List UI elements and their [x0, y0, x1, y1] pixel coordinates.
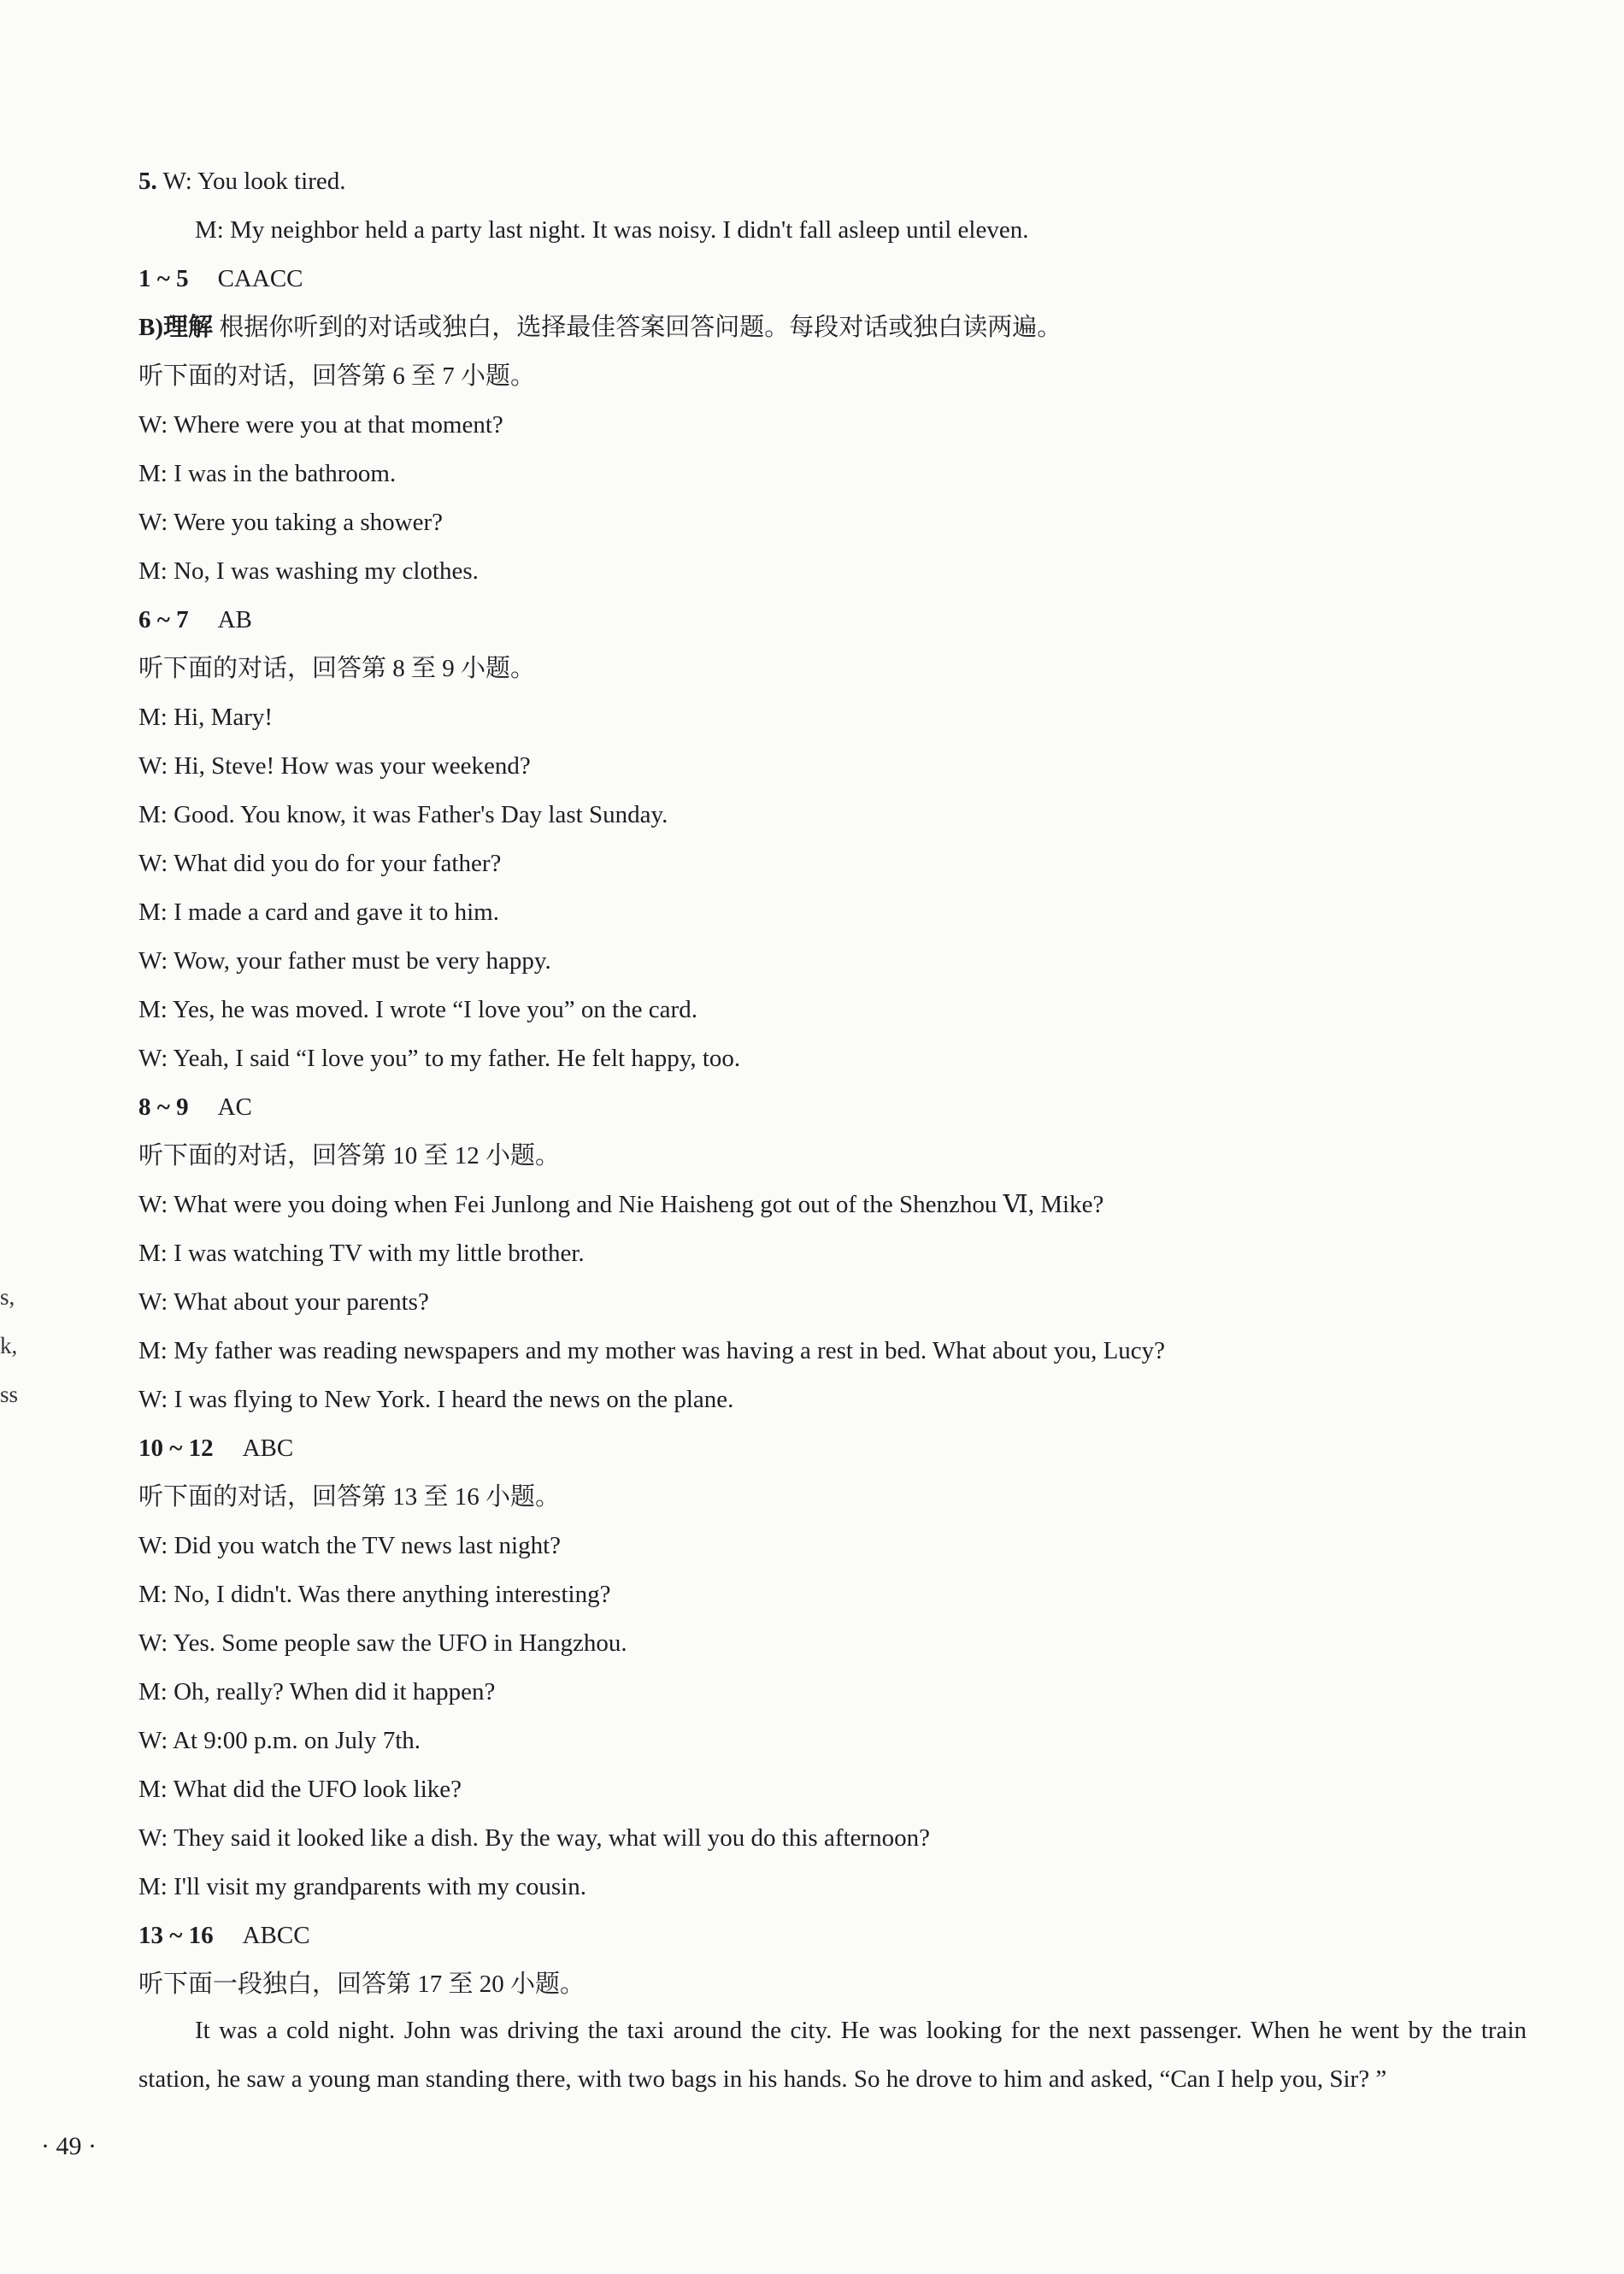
text-line: M: My neighbor held a party last night. It was noisy. I didn't fall asleep until eleven. — [195, 216, 1029, 244]
margin-fragment: ss — [0, 1381, 19, 1407]
text-line: M: My father was reading newspapers and my mother was having a rest in bed. What about you, Lucy? — [138, 1337, 1166, 1364]
text-line: 听下面的对话，回答第 6 至 7 小题。 — [138, 362, 536, 390]
answer-letters: ABC — [242, 1435, 294, 1462]
answer-key — [138, 1918, 310, 1953]
text-line: M: Oh, really? When did it happen? — [138, 1678, 496, 1706]
monologue-paragraph — [138, 2006, 1527, 2104]
answer-letters: CAACC — [217, 265, 303, 292]
text-line: 5. W: You look tired. — [138, 168, 346, 195]
answer-range: 6 ~ 7 — [138, 606, 189, 633]
page-number: · 49 · — [41, 2132, 97, 2160]
text-line: 听下面的对话，回答第 8 至 9 小题。 — [138, 655, 536, 682]
answer-key — [138, 603, 252, 637]
text-line: W: I was flying to New York. I heard the news on the plane. — [138, 1386, 734, 1413]
text-line: W: What were you doing when Fei Junlong and Nie Haisheng got out of the Shenzhou Ⅵ, Mike? — [138, 1191, 1104, 1218]
answer-key — [138, 262, 303, 296]
text-line: M: I was watching TV with my little brother. — [138, 1240, 585, 1267]
text-line: W: Did you watch the TV news last night? — [138, 1532, 561, 1559]
margin-fragment: k, — [0, 1333, 18, 1358]
text-line: M: No, I was washing my clothes. — [138, 557, 479, 585]
text-line: W: Yes. Some people saw the UFO in Hangzhou. — [138, 1629, 627, 1657]
text-line: W: What did you do for your father? — [138, 850, 502, 877]
text-line: W: At 9:00 p.m. on July 7th. — [138, 1727, 421, 1754]
text-line: W: Where were you at that moment? — [138, 411, 503, 439]
text-line: M: Yes, he was moved. I wrote “I love you” on the card. — [138, 996, 697, 1023]
text-line: M: What did the UFO look like? — [138, 1776, 462, 1803]
answer-range: 13 ~ 16 — [138, 1922, 214, 1949]
answer-letters: AC — [217, 1093, 252, 1121]
text-line: W: Hi, Steve! How was your weekend? — [138, 752, 531, 780]
text-line: M: No, I didn't. Was there anything interesting? — [138, 1581, 611, 1608]
answer-key — [138, 1431, 293, 1465]
text-line: W: They said it looked like a dish. By the way, what will you do this afternoon? — [138, 1824, 930, 1852]
text-line: 听下面的对话，回答第 13 至 16 小题。 — [138, 1483, 561, 1511]
answer-letters: AB — [217, 606, 252, 633]
text-line: M: I made a card and gave it to him. — [138, 898, 499, 926]
answer-letters: ABCC — [242, 1922, 310, 1949]
text-line: 听下面的对话，回答第 10 至 12 小题。 — [138, 1142, 561, 1169]
text-line: B)理解 根据你听到的对话或独白，选择最佳答案回答问题。每段对话或独白读两遍。 — [138, 314, 1062, 341]
monologue-text: It was a cold night. John was driving the taxi around the city. He was looking for the next passenger. When he went by the train station, he saw a young man standing there, with two bags in his hands. So he drove to him and asked, “Can I help you, Sir? ” — [138, 2017, 1527, 2093]
text-line: W: Wow, your father must be very happy. — [138, 947, 551, 975]
text-line: W: Yeah, I said “I love you” to my father. He felt happy, too. — [138, 1045, 741, 1072]
text-line: M: Hi, Mary! — [138, 704, 274, 731]
text-line: M: I was in the bathroom. — [138, 460, 397, 487]
margin-fragment: s, — [0, 1284, 15, 1310]
answer-key — [138, 1090, 252, 1124]
answer-range: 10 ~ 12 — [138, 1435, 214, 1462]
text-line: W: Were you taking a shower? — [138, 509, 444, 536]
text-line: M: I'll visit my grandparents with my cousin. — [138, 1873, 586, 1900]
answer-range: 8 ~ 9 — [138, 1093, 189, 1121]
answer-range: 1 ~ 5 — [138, 265, 189, 292]
text-line: W: What about your parents? — [138, 1288, 429, 1316]
text-line: M: Good. You know, it was Father's Day last Sunday. — [138, 801, 668, 828]
text-line: 听下面一段独白，回答第 17 至 20 小题。 — [138, 1971, 585, 1998]
